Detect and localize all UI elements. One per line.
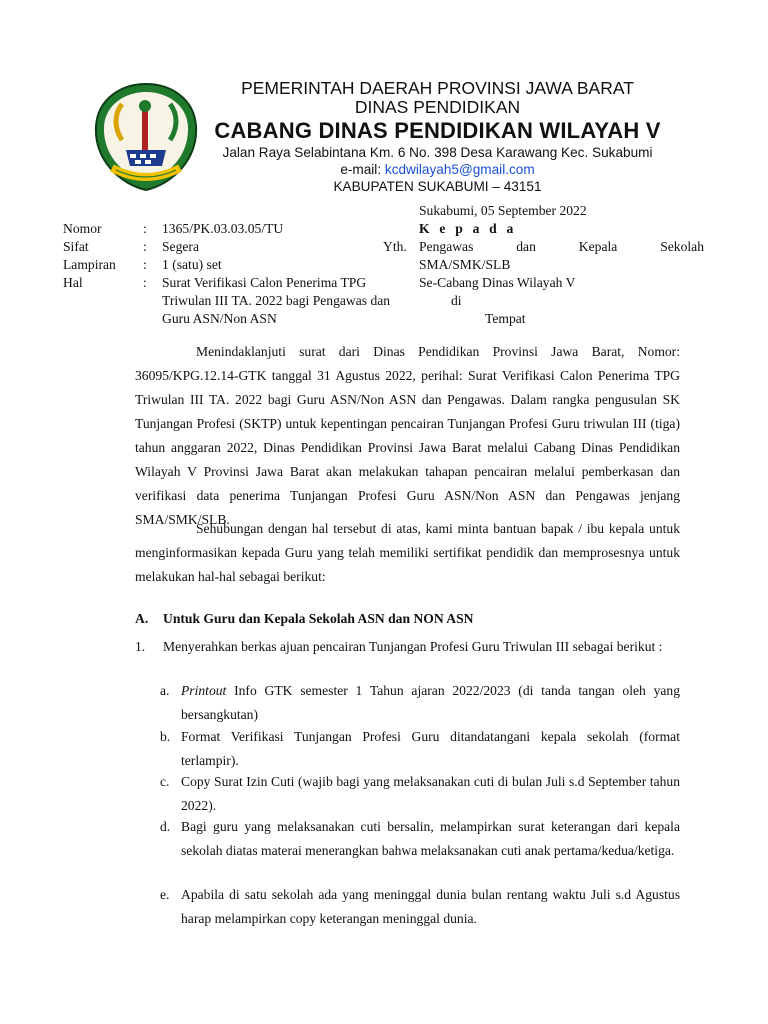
date-line: Sukabumi, 05 September 2022: [419, 203, 587, 218]
body-paragraph-2: [135, 517, 680, 589]
meta-value-hal: Surat Verifikasi Calon Penerima TPG Triwulan III TA. 2022 bagi Pengawas dan Guru ASN/Non ASN: [162, 275, 391, 326]
sub-key: c.: [160, 774, 170, 789]
sub-item-e: [160, 883, 680, 931]
body-paragraph-1: [135, 340, 680, 532]
paragraph-text: Menindaklanjuti surat dari Dinas Pendidikan Provinsi Jawa Barat, Nomor: 36095/KPG.12.14-GTK tanggal 31 Agustus 2022, perihal: Surat Verifikasi Calon Penerima TPG Triwulan III TA. 2022 bagi Guru ASN/Non ASN dan Pengawas. Dalam rangka pengusulan SK Tunjangan Profesi (SKTP) untuk kepentingan pencairan Tunjangan Profesi Guru triwulan III (tiga) tahun anggaran 2022, Dinas Pendidikan Provinsi Jawa Barat melalui Cabang Dinas Pendidikan Wilayah V Provinsi Jawa Barat akan melakukan tahapan pencairan melalui pemberkasan dan verifikasi data penerima Tunjangan Profesi Guru ASN/Non ASN dan Pengawas jenjang SMA/SMK/SLB.: [135, 344, 680, 527]
sub-key: e.: [160, 887, 170, 902]
sub-key: d.: [160, 819, 171, 834]
meta-colon: :: [143, 239, 147, 254]
sub-item-a: [160, 679, 680, 727]
addressee-tempat: Tempat: [485, 311, 526, 326]
addressee-di: di: [451, 293, 462, 308]
meta-value-lampiran: 1 (satu) set: [162, 257, 222, 272]
addressee-line-3: Se-Cabang Dinas Wilayah V: [419, 275, 576, 290]
sub-item-b: [160, 725, 680, 773]
kepada-label: K e p a d a: [419, 221, 517, 236]
email-link[interactable]: kcdwilayah5@gmail.com: [384, 162, 535, 177]
sub-item-c: [160, 770, 680, 818]
sub-text: Format Verifikasi Tunjangan Profesi Guru ditandatangani kepala sekolah (format terlampir).: [181, 729, 680, 768]
sub-text: Apabila di satu sekolah ada yang meninggal dunia bulan rentang waktu Juli s.d Agustus harap melampirkan copy keterangan meninggal dunia.: [181, 887, 680, 926]
meta-value-sifat: Segera: [162, 239, 199, 254]
printout-emphasis: Printout: [181, 683, 227, 698]
meta-value-nomor: 1365/PK.03.03.05/TU: [162, 221, 284, 236]
yth-label: Yth.: [383, 239, 407, 254]
office-name: DINAS PENDIDIKAN: [354, 97, 521, 117]
item-1-key: 1.: [135, 639, 146, 654]
item-1-text: Menyerahkan berkas ajuan pencairan Tunjangan Profesi Guru Triwulan III sebagai berikut :: [163, 639, 663, 654]
meta-label: Lampiran: [63, 257, 116, 272]
sub-text: Info GTK semester 1 Tahun ajaran 2022/2023 (di tanda tangan oleh yang bersangkutan): [181, 683, 680, 722]
paragraph-text: Sehubungan dengan hal tersebut di atas, kami minta bantuan bapak / ibu kepala untuk menginformasikan kepada Guru yang telah memiliki sertifikat pendidik dan memprosesnya untuk melakukan hal-hal sebagai berikut:: [135, 521, 680, 584]
addressee-line-1: Pengawas dan Kepala Sekolah: [419, 239, 704, 254]
email-label: e-mail:: [340, 162, 385, 177]
section-title: Untuk Guru dan Kepala Sekolah ASN dan NON ASN: [163, 611, 474, 626]
meta-label: Nomor: [63, 221, 102, 236]
sub-item-d: [160, 815, 680, 863]
branch-name: CABANG DINAS PENDIDIKAN WILAYAH V: [214, 118, 661, 143]
sub-text: Copy Surat Izin Cuti (wajib bagi yang melaksanakan cuti di bulan Juli s.d September tahun 2022).: [181, 774, 680, 813]
letter-meta: [0, 220, 420, 330]
section-key: A.: [135, 611, 149, 626]
sub-text: Bagi guru yang melaksanakan cuti bersalin, melampirkan surat keterangan dari kepala sekolah diatas materai menerangkan bahwa melaksanakan cuti anak pertama/kedua/ketiga.: [181, 819, 680, 858]
sub-key: a.: [160, 683, 170, 698]
sub-key: b.: [160, 729, 171, 744]
addressee-line-2: SMA/SMK/SLB: [419, 257, 511, 272]
meta-label: Sifat: [63, 239, 89, 254]
government-name: PEMERINTAH DAERAH PROVINSI JAWA BARAT: [241, 78, 634, 98]
city-line: KABUPATEN SUKABUMI – 43151: [333, 179, 542, 194]
meta-label: Hal: [63, 275, 83, 290]
meta-colon: :: [143, 275, 147, 290]
office-address: Jalan Raya Selabintana Km. 6 No. 398 Desa Karawang Kec. Sukabumi: [222, 145, 653, 160]
email-line: [200, 161, 675, 178]
meta-colon: :: [143, 257, 147, 272]
meta-colon: :: [143, 221, 147, 236]
west-java-emblem-icon: [92, 80, 200, 194]
letterhead: [200, 78, 675, 195]
section-a-heading: [135, 611, 474, 627]
